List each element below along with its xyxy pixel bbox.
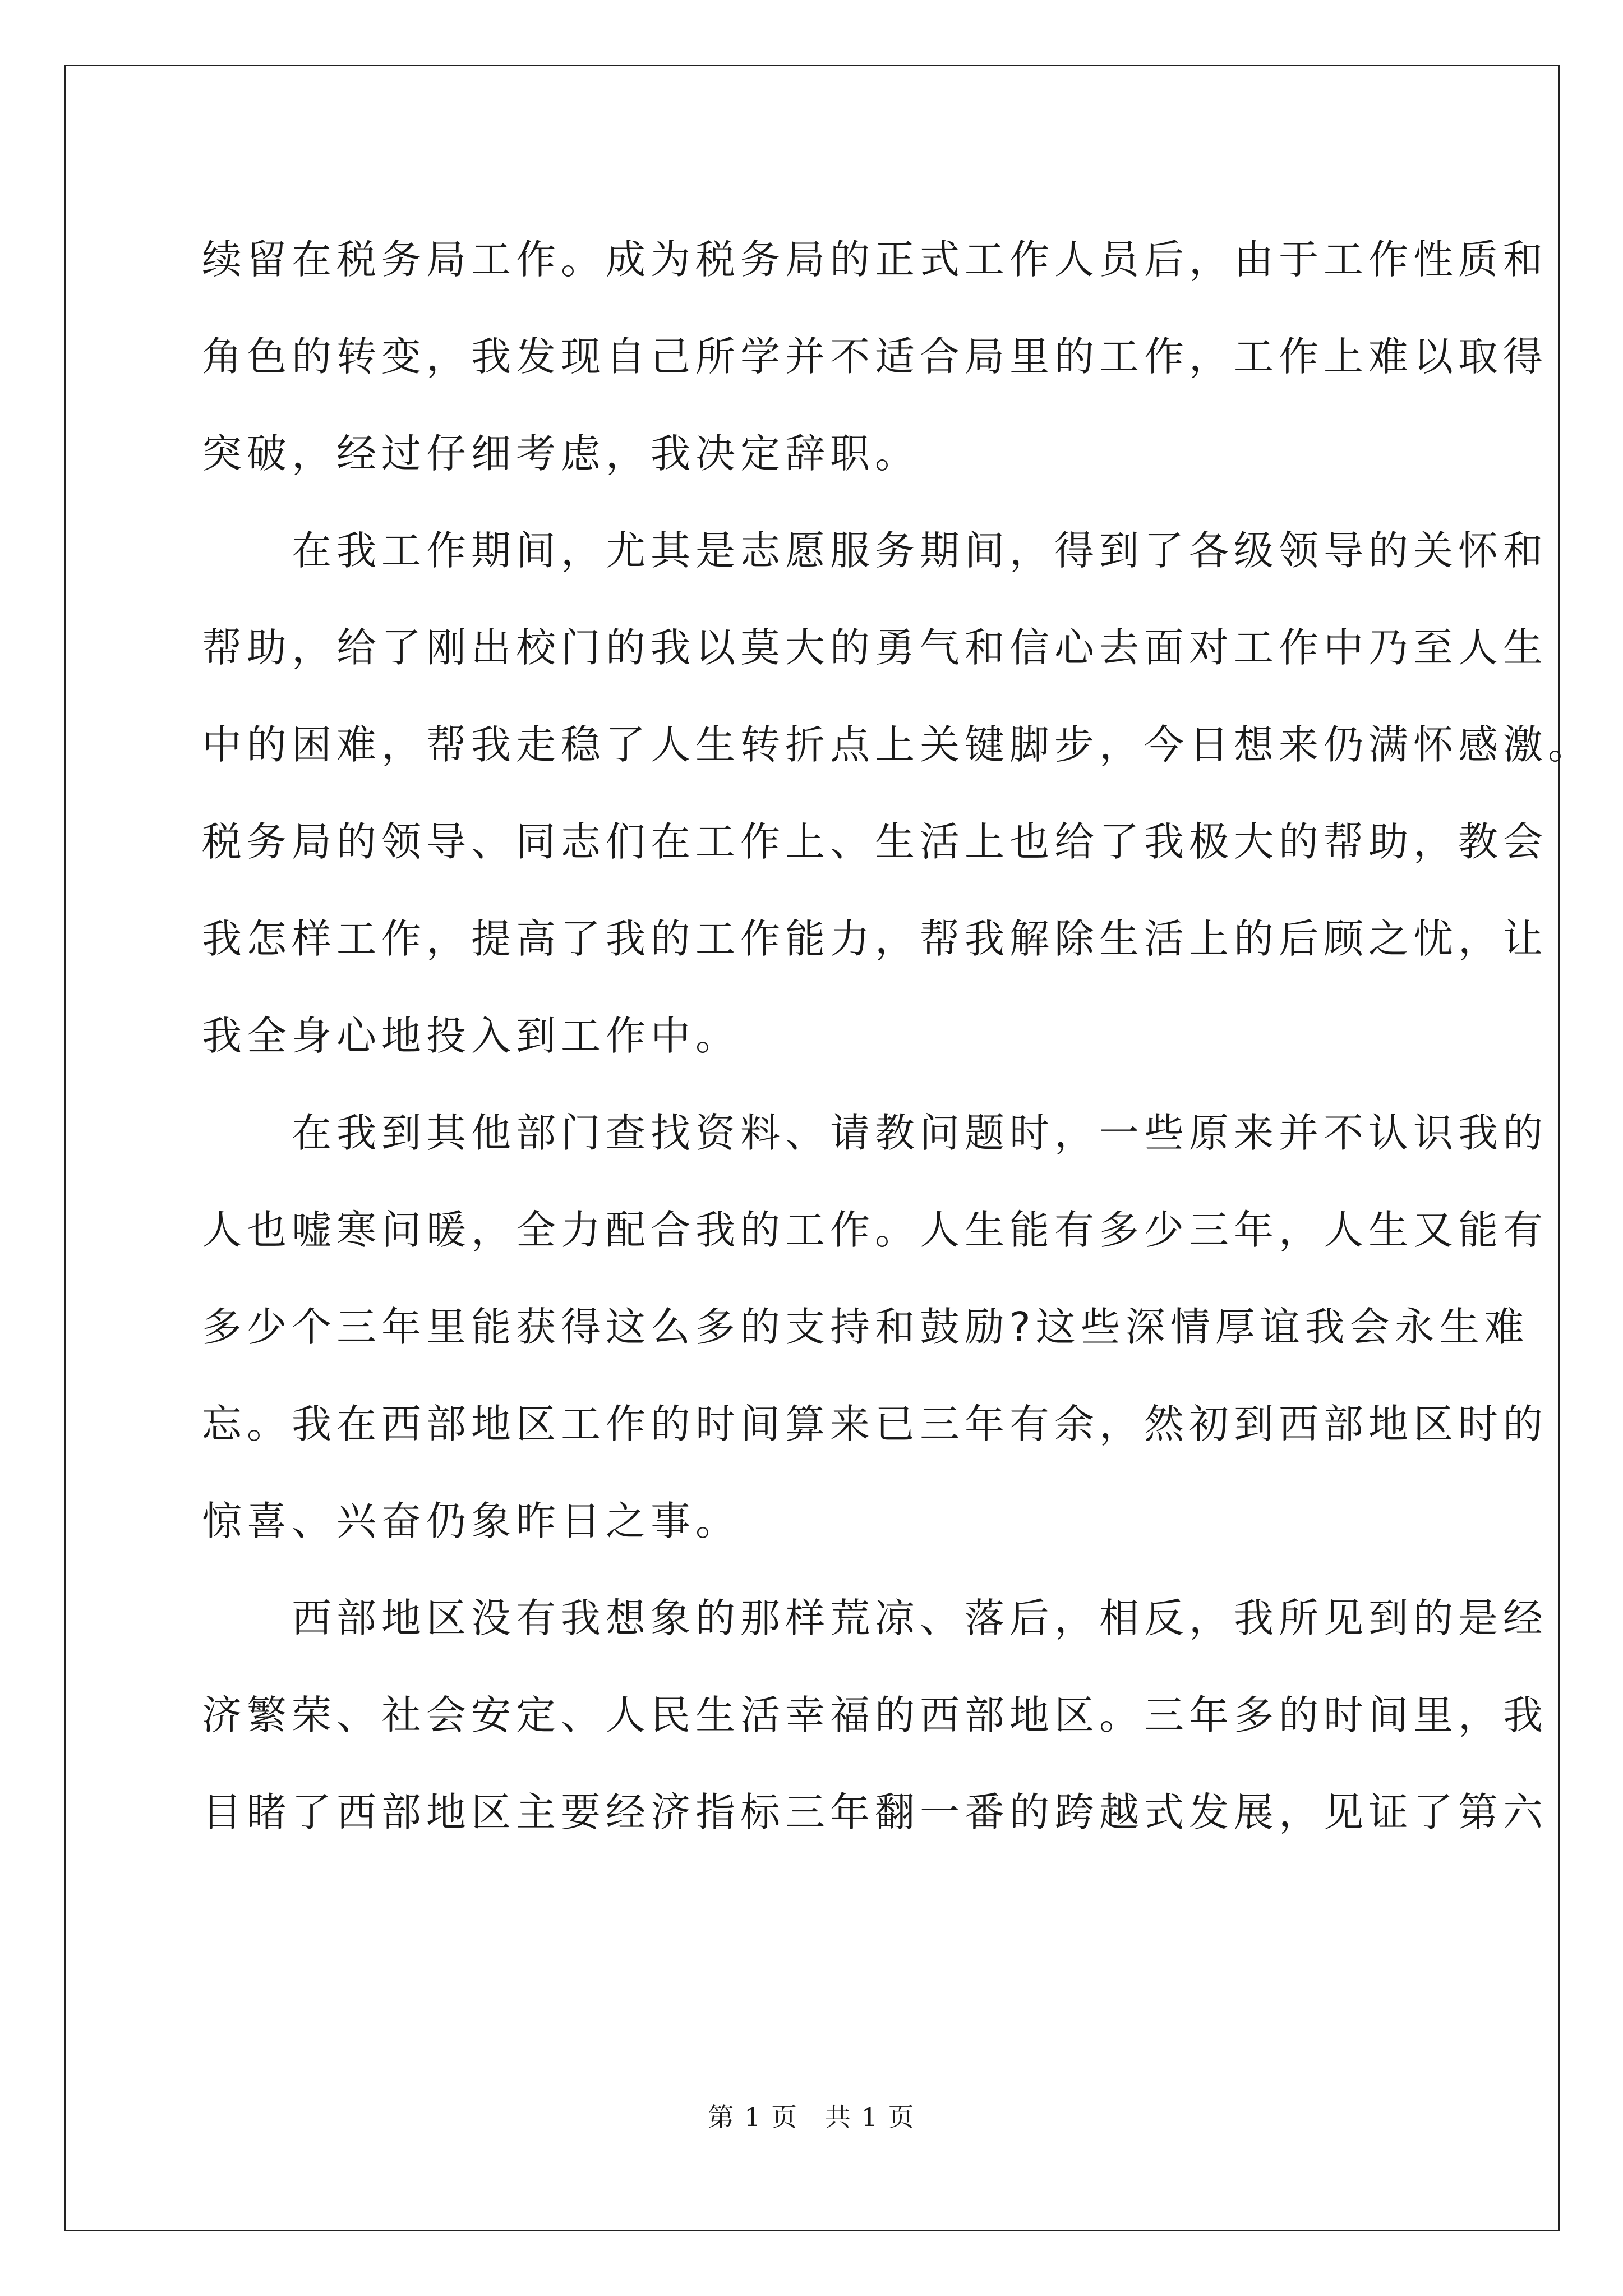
page-number-footer: 第 1 页 共 1 页 <box>708 2102 915 2132</box>
text-line: 惊喜、兴奋仍象昨日之事。 <box>202 1498 741 1544</box>
text-line: 济繁荣、社会安定、人民生活幸福的西部地区。三年多的时间里，我 <box>202 1692 1548 1738</box>
text-line: 忘。我在西部地区工作的时间算来已三年有余，然初到西部地区时的 <box>202 1401 1548 1447</box>
text-line: 续留在税务局工作。成为税务局的正式工作人员后，由于工作性质和 <box>202 236 1548 283</box>
text-line: 帮助，给了刚出校门的我以莫大的勇气和信心去面对工作中乃至人生 <box>202 624 1548 671</box>
text-line: 在我工作期间，尤其是志愿服务期间，得到了各级领导的关怀和 <box>202 527 1548 574</box>
text-line: 中的困难，帮我走稳了人生转折点上关键脚步，今日想来仍满怀感激。 <box>202 721 1593 768</box>
text-line: 西部地区没有我想象的那样荒凉、落后，相反，我所见到的是经 <box>202 1595 1548 1641</box>
text-line: 目睹了西部地区主要经济指标三年翻一番的跨越式发展，见证了第六 <box>202 1789 1548 1835</box>
document-body <box>202 211 1593 1861</box>
text-line: 多少个三年里能获得这么多的支持和鼓励?这些深情厚谊我会永生难 <box>202 1304 1529 1350</box>
text-line: 税务局的领导、同志们在工作上、生活上也给了我极大的帮助，教会 <box>202 818 1548 865</box>
text-line: 人也嘘寒问暖，全力配合我的工作。人生能有多少三年，人生又能有 <box>202 1207 1548 1253</box>
text-line: 我全身心地投入到工作中。 <box>202 1013 741 1059</box>
text-line: 在我到其他部门查找资料、请教问题时，一些原来并不认识我的 <box>202 1110 1548 1156</box>
text-line: 我怎样工作，提高了我的工作能力，帮我解除生活上的后顾之忧，让 <box>202 915 1548 962</box>
text-line: 角色的转变，我发现自己所学并不适合局里的工作，工作上难以取得 <box>202 333 1548 380</box>
text-line: 突破，经过仔细考虑，我决定辞职。 <box>202 430 920 477</box>
